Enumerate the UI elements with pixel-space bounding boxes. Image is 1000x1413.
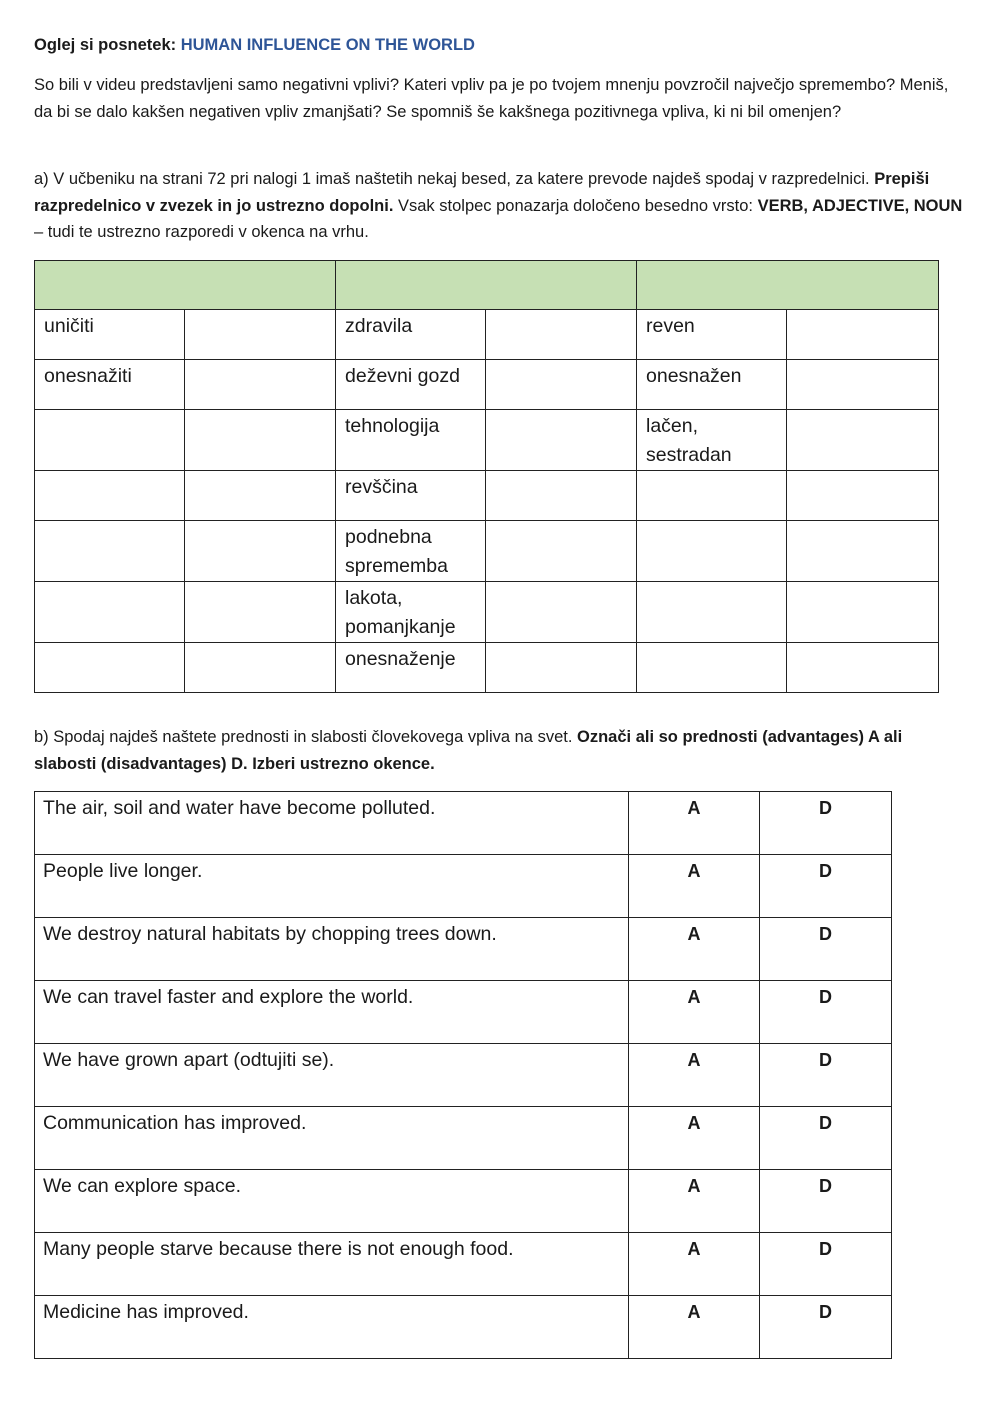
statement-row — [35, 918, 892, 981]
task-b-instructions — [34, 724, 969, 777]
slovene-word[interactable] — [35, 582, 185, 643]
task-a-text-2: Vsak stolpec ponazarja določeno besedno vrsto: — [398, 196, 753, 215]
slovene-word[interactable] — [637, 643, 787, 693]
slovene-word[interactable] — [35, 410, 185, 471]
translation-cell[interactable] — [787, 310, 939, 360]
video-instruction — [34, 32, 969, 59]
task-a-bold-2: VERB, ADJECTIVE, NOUN — [757, 196, 963, 215]
statement-text: We can explore space. — [35, 1170, 629, 1233]
word-class-header-row — [35, 261, 939, 310]
translation-cell[interactable] — [787, 360, 939, 410]
option-d-box[interactable]: D — [760, 1044, 892, 1107]
option-d-box[interactable]: D — [760, 1107, 892, 1170]
statement-row — [35, 792, 892, 855]
translation-cell[interactable] — [486, 521, 637, 582]
translation-cell[interactable] — [185, 643, 336, 693]
slovene-word[interactable] — [637, 521, 787, 582]
slovene-word[interactable] — [35, 643, 185, 693]
statement-row — [35, 1107, 892, 1170]
translation-cell[interactable] — [185, 310, 336, 360]
statement-row — [35, 981, 892, 1044]
statement-text: We destroy natural habitats by chopping trees down. — [35, 918, 629, 981]
option-d-box[interactable]: D — [760, 981, 892, 1044]
slovene-word[interactable] — [637, 582, 787, 643]
video-lead: Oglej si posnetek: — [34, 36, 177, 54]
translation-cell[interactable] — [787, 521, 939, 582]
word-row — [35, 521, 939, 582]
task-a-text-3: – tudi te ustrezno razporedi v okenca na vrhu. — [34, 223, 369, 241]
word-class-header-cell[interactable] — [637, 261, 939, 310]
slovene-word: onesnaženje — [336, 643, 486, 693]
translation-cell[interactable] — [185, 410, 336, 471]
slovene-word: onesnažen — [637, 360, 787, 410]
statement-text: We have grown apart (odtujiti se). — [35, 1044, 629, 1107]
option-a-box[interactable]: A — [629, 1233, 760, 1296]
word-class-header-cell[interactable] — [35, 261, 336, 310]
translation-cell[interactable] — [486, 471, 637, 521]
option-d-box[interactable]: D — [760, 792, 892, 855]
slovene-word: onesnažiti — [35, 360, 185, 410]
translation-cell[interactable] — [185, 360, 336, 410]
option-a-box[interactable]: A — [629, 855, 760, 918]
option-a-box[interactable]: A — [629, 981, 760, 1044]
translation-cell[interactable] — [185, 521, 336, 582]
option-d-box[interactable]: D — [760, 1296, 892, 1359]
word-row — [35, 410, 939, 471]
option-d-box[interactable]: D — [760, 1233, 892, 1296]
statement-text: Medicine has improved. — [35, 1296, 629, 1359]
word-row — [35, 582, 939, 643]
slovene-word: uničiti — [35, 310, 185, 360]
slovene-word: deževni gozd — [336, 360, 486, 410]
slovene-word: revščina — [336, 471, 486, 521]
statement-text: People live longer. — [35, 855, 629, 918]
slovene-word: podnebna sprememba — [336, 521, 486, 582]
translation-cell[interactable] — [185, 582, 336, 643]
statement-row — [35, 855, 892, 918]
task-a-text-1: a) V učbeniku na strani 72 pri nalogi 1 imaš naštetih nekaj besed, za katere prevode najdeš spodaj v razpredelnici. — [34, 170, 870, 188]
advantages-disadvantages-table — [34, 791, 892, 1359]
option-d-box[interactable]: D — [760, 918, 892, 981]
task-a-bold-1: Prepiši razpredelnico v zvezek in jo ustrezno dopolni. — [34, 170, 930, 215]
task-b-text: b) Spodaj najdeš naštete prednosti in slabosti človekovega vpliva na svet. — [34, 728, 573, 746]
statement-text: The air, soil and water have become polluted. — [35, 792, 629, 855]
option-d-box[interactable]: D — [760, 855, 892, 918]
option-a-box[interactable]: A — [629, 1107, 760, 1170]
slovene-word: lačen, sestradan — [637, 410, 787, 471]
word-class-table — [34, 260, 939, 693]
slovene-word[interactable] — [35, 521, 185, 582]
slovene-word[interactable] — [35, 471, 185, 521]
translation-cell[interactable] — [787, 582, 939, 643]
option-a-box[interactable]: A — [629, 918, 760, 981]
option-d-box[interactable]: D — [760, 1170, 892, 1233]
word-row — [35, 471, 939, 521]
slovene-word: tehnologija — [336, 410, 486, 471]
slovene-word[interactable] — [637, 471, 787, 521]
video-title: HUMAN INFLUENCE ON THE WORLD — [180, 36, 475, 54]
translation-cell[interactable] — [787, 643, 939, 693]
word-row — [35, 360, 939, 410]
slovene-word: lakota, pomanjkanje — [336, 582, 486, 643]
translation-cell[interactable] — [486, 643, 637, 693]
translation-cell[interactable] — [787, 471, 939, 521]
option-a-box[interactable]: A — [629, 792, 760, 855]
word-row — [35, 643, 939, 693]
option-a-box[interactable]: A — [629, 1044, 760, 1107]
statement-row — [35, 1296, 892, 1359]
word-row — [35, 310, 939, 360]
statement-text: Communication has improved. — [35, 1107, 629, 1170]
task-a-instructions — [34, 166, 969, 246]
statement-text: Many people starve because there is not enough food. — [35, 1233, 629, 1296]
translation-cell[interactable] — [486, 310, 637, 360]
slovene-word: reven — [637, 310, 787, 360]
option-a-box[interactable]: A — [629, 1170, 760, 1233]
slovene-word: zdravila — [336, 310, 486, 360]
statement-row — [35, 1233, 892, 1296]
statement-row — [35, 1044, 892, 1107]
statement-text: We can travel faster and explore the world. — [35, 981, 629, 1044]
discussion-questions: So bili v videu predstavljeni samo negativni vplivi? Kateri vpliv pa je po tvojem mnenju povzročil največjo spremembo? Meniš, da bi se dalo kakšen negativen vpliv zmanjšati? Se spomniš še kakšnega pozitivnega vpliva, ki ni bil omenjen? — [34, 76, 949, 121]
translation-cell[interactable] — [486, 360, 637, 410]
option-a-box[interactable]: A — [629, 1296, 760, 1359]
translation-cell[interactable] — [486, 582, 637, 643]
translation-cell[interactable] — [185, 471, 336, 521]
task-b-bold: Označi ali so prednosti (advantages) A ali slabosti (disadvantages) D. Izberi ustrezno okence. — [34, 728, 903, 773]
translation-cell[interactable] — [486, 410, 637, 471]
translation-cell[interactable] — [787, 410, 939, 471]
word-class-header-cell[interactable] — [336, 261, 637, 310]
statement-row — [35, 1170, 892, 1233]
